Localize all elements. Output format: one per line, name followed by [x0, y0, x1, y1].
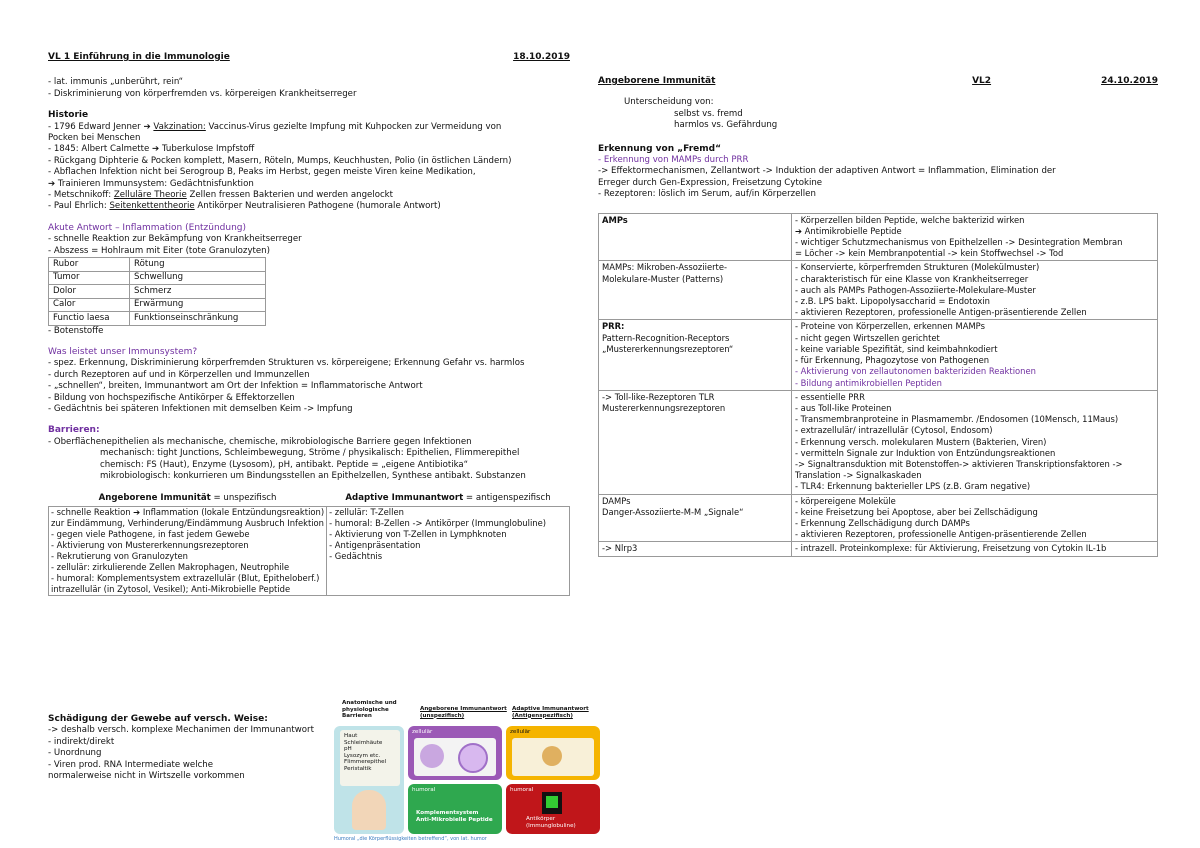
schaedigung-heading: Schädigung der Gewebe auf versch. Weise: [48, 714, 268, 724]
was-line: - „schnellen“, breiten, Immunantwort am Ort der Infektion = Inflammatorische Antwort [48, 381, 423, 392]
term-cell [599, 261, 792, 320]
unterscheidung-line: Unterscheidung von: [624, 97, 714, 108]
description-line: - keine variable Spezifität, sind keimbahnkodiert [795, 343, 998, 354]
right-header [598, 76, 1158, 87]
right-page [598, 76, 1158, 557]
description-cell [792, 320, 1158, 390]
term-cell [599, 542, 792, 556]
schaedigung-line: normalerweise nicht in Wirtszelle vorkommen [48, 771, 245, 782]
figure-col3-title: Adaptive Immunantwort (Antigenspezifisch) [512, 706, 589, 719]
historie-line: - Metschnikoff: Zelluläre Theorie Zellen fressen Bakterien und werden angelockt [48, 190, 394, 201]
neutrophil-illustration [458, 743, 488, 773]
description-line: - Erkennung versch. molekularen Mustern (Bakterien, Viren) [795, 436, 1047, 447]
historie-line: Pocken bei Menschen [48, 133, 141, 144]
description-line: - Proteine von Körperzellen, erkennen MAMPs [795, 321, 985, 332]
description-line: - Bildung antimikrobiellen Peptiden [795, 377, 942, 388]
innate-table-row [599, 320, 1158, 390]
symptom-row [49, 258, 266, 272]
was-line: - Gedächtnis bei späteren Infektionen mit demselben Keim -> Impfung [48, 404, 353, 415]
historie-line: - 1845: Albert Calmette ➔ Tuberkulose Impfstoff [48, 144, 255, 155]
innate-item: zur Eindämmung, Verhinderung/Eindämmung Ausbruch Infektion [51, 517, 324, 528]
innate-table-row [599, 390, 1158, 494]
description-line: Translation -> Signalkaskaden [795, 470, 922, 481]
symptom-latin: Rubor [49, 258, 130, 272]
term-text: PRR: [602, 321, 625, 332]
innate-table [598, 213, 1158, 557]
figure-caption: Humoral „die Körperflüssigkeiten betreffend“, von lat. humor [334, 836, 487, 842]
erkennung-purple: - Erkennung von MAMPs durch PRR [598, 155, 749, 166]
adaptive-item: - zellulär: T-Zellen [329, 506, 404, 517]
akut-heading: Akute Antwort – Inflammation (Entzündung) [48, 222, 247, 233]
innate-cell [49, 506, 327, 595]
innate-item: - Rekrutierung von Granulozyten [51, 550, 188, 561]
description-line: -> Signaltransduktion mit Botenstoffen-> aktivieren Transkriptionsfaktoren -> [795, 458, 1123, 469]
symptom-german: Schwellung [130, 271, 266, 285]
left-date: 18.10.2019 [513, 52, 570, 62]
schaedigung-line: - Unordnung [48, 748, 102, 759]
innate-item: - humoral: Komplementsystem extrazellulär (Blut, Epitheloberf.) [51, 572, 320, 583]
schaedigung-line: - indirekt/direkt [48, 736, 115, 747]
term-text: Mustererkennungsrezeptoren [602, 402, 726, 413]
akut-line: - schnelle Reaktion zur Bekämpfung von Krankheitserreger [48, 234, 302, 245]
innate-table-row [599, 213, 1158, 261]
barrieren-line: - Oberflächenepithelien als mechanische, chemische, mikrobiologische Barriere gegen Infektionen [48, 436, 472, 447]
right-title: Angeborene Immunität [598, 76, 716, 86]
term-text: Molekulare-Muster (Patterns) [602, 273, 724, 284]
adaptive-heading: Adaptive Immunantwort = antigenspezifisch [345, 493, 551, 504]
innate-item: intrazellulär (in Zytosol, Vesikel); Anti-Mikrobielle Peptide [51, 583, 291, 594]
innate-humoral-panel [408, 784, 502, 834]
term-cell [599, 390, 792, 494]
barrier-item: Peristaltik [344, 765, 372, 772]
description-line: - aus Toll-like Proteinen [795, 402, 892, 413]
barrier-item: Haut [344, 733, 358, 739]
adaptive-humoral-panel [506, 784, 600, 834]
antikoerper-label: Antikörper (Immunglobuline) [526, 816, 576, 829]
botenstoffe-line: - Botenstoffe [48, 325, 104, 336]
term-cell [599, 213, 792, 261]
adaptive-item: - Gedächtnis [329, 550, 383, 561]
was-line: - durch Rezeptoren auf und in Körperzellen und Immunzellen [48, 369, 310, 380]
was-heading: Was leistet unser Immunsystem? [48, 347, 198, 357]
symptom-german: Rötung [130, 258, 266, 272]
description-line: - extrazellulär/ intrazellulär (Cytosol, Endosom) [795, 425, 993, 436]
historie-line: - Rückgang Diphterie & Pocken komplett, Masern, Röteln, Mumps, Keuchhusten, Polio (in östlichen Ländern) [48, 155, 512, 166]
symptom-row [49, 298, 266, 312]
innate-item: - Aktivierung von Mustererkennungsrezeptoren [51, 539, 249, 550]
description-line: - körpereigene Moleküle [795, 495, 896, 506]
description-line: - aktivieren Rezeptoren, professionelle Antigen-präsentierende Zellen [795, 307, 1087, 318]
left-title: VL 1 Einführung in die Immunologie [48, 52, 230, 62]
barrieren-sub: mikrobiologisch: konkurrieren um Bindungsstellen an Epithelzellen, Synthese antibakt. Substanzen [100, 471, 526, 482]
symptom-row [49, 285, 266, 299]
term-text: Pattern-Recognition-Receptors [602, 332, 730, 343]
description-line: - keine Freisetzung bei Apoptose, aber bei Zellschädigung [795, 506, 1038, 517]
adaptive-item: - Aktivierung von T-Zellen in Lymphknoten [329, 528, 507, 539]
barrieren-sub: mechanisch: tight Junctions, Schleimbewegung, Ströme / physikalisch: Epithelien, Flimmerepithel [100, 448, 520, 459]
barrier-item: Flimmerepithel [344, 759, 387, 766]
akut-line: - Abszess = Hohlraum mit Eiter (tote Granulozyten) [48, 245, 270, 256]
term-text: AMPs [602, 214, 628, 225]
symptom-latin: Calor [49, 298, 130, 312]
adaptive-item: - Antigenpräsentation [329, 539, 421, 550]
description-line: - essentielle PRR [795, 391, 865, 402]
symptom-table [48, 257, 266, 326]
barrier-list-box [340, 730, 400, 786]
left-page [48, 52, 570, 596]
tcell-image-box [512, 738, 594, 776]
figure-col1-title: Anatomische und physiologische Barrieren [342, 700, 397, 720]
description-line: - nicht gegen Wirtszellen gerichtet [795, 332, 940, 343]
description-line: - Körperzellen bilden Peptide, welche bakterizid wirken [795, 214, 1025, 225]
description-cell [792, 261, 1158, 320]
historie-line: - Abflachen Infektion nicht bei Serogroup B, Peaks im Herbst, gegen meiste Viren keine Medikation, [48, 167, 476, 178]
left-header [48, 52, 570, 63]
symptom-latin: Tumor [49, 271, 130, 285]
unterscheidung-block [598, 97, 1158, 131]
innate-table-row [599, 494, 1158, 542]
description-cell [792, 542, 1158, 556]
term-cell [599, 320, 792, 390]
adaptive-humoral-label: humoral [510, 787, 534, 793]
symptom-latin: Dolor [49, 285, 130, 299]
term-text: -> Nlrp3 [602, 543, 638, 554]
symptom-german: Schmerz [130, 285, 266, 299]
barrier-item: Lysozym etc. [344, 752, 381, 759]
innate-cellular-panel [408, 726, 502, 780]
description-line: - Aktivierung von zellautonomen bakteriziden Reaktionen [795, 366, 1036, 377]
intro-line: - Diskriminierung von körperfremden vs. körpereigen Krankheitserreger [48, 88, 357, 99]
description-line: = Löcher -> kein Membranpotential -> kein Stoffwechsel -> Tod [795, 248, 1064, 259]
description-line: - charakteristisch für eine Klasse von Krankheitserreger [795, 273, 1029, 284]
historie-line: - Paul Ehrlich: Seitenkettentheorie Antikörper Neutralisieren Pathogene (humorale Antwort) [48, 201, 441, 212]
intro-line: - lat. immunis „unberührt, rein“ [48, 77, 184, 88]
description-line: - Konservierte, körperfremden Strukturen (Molekülmuster) [795, 262, 1040, 273]
description-cell [792, 494, 1158, 542]
term-text: -> Toll-like-Rezeptoren TLR [602, 391, 715, 402]
innate-item: - schnelle Reaktion ➔ Inflammation (lokale Entzündungsreaktion) [51, 506, 325, 517]
description-line: - aktivieren Rezeptoren, professionelle Antigen-präsentierende Zellen [795, 529, 1087, 540]
description-line: - wichtiger Schutzmechanismus von Epithelzellen -> Desintegration Membran [795, 237, 1123, 248]
barrier-item: pH [344, 746, 352, 753]
figure-col2-title: Angeborene Immunantwort (unspezifisch) [420, 706, 507, 719]
description-cell [792, 390, 1158, 494]
description-line: - z.B. LPS bakt. Lipopolysaccharid = Endotoxin [795, 296, 990, 307]
antibody-illustration [542, 792, 562, 814]
historie-heading: Historie [48, 110, 89, 121]
term-text: „Mustererkennungsrezeptoren“ [602, 343, 734, 354]
adaptive-cell [327, 506, 570, 595]
innate-heading: Angeborene Immunität = unspezifisch [98, 493, 277, 504]
description-line: - intrazell. Proteinkomplexe: für Aktivierung, Freisetzung von Cytokin IL-1b [795, 543, 1107, 554]
adaptive-cellular-panel [506, 726, 600, 780]
symptom-row [49, 312, 266, 326]
tcell-illustration [542, 746, 562, 766]
right-date: 24.10.2019 [1101, 76, 1158, 86]
macrophage-illustration [420, 744, 444, 768]
description-cell [792, 213, 1158, 261]
innate-item: - gegen viele Pathogene, in fast jedem Gewebe [51, 528, 250, 539]
comparison-table [48, 492, 570, 595]
erkennung-heading: Erkennung von „Fremd“ [598, 143, 721, 154]
term-text: Danger-Assoziierte-M-M „Signale“ [602, 506, 744, 517]
description-line: - vermitteln Signale zur Induktion von Entzündungsreaktionen [795, 447, 1056, 458]
unterscheidung-line: selbst vs. fremd [674, 108, 743, 119]
symptom-latin: Functio laesa [49, 312, 130, 326]
barrieren-sub: chemisch: FS (Haut), Enzyme (Lysosom), pH, antibakt. Peptide = „eigene Antibiotika“ [100, 459, 469, 470]
historie-line: ➔ Trainieren Immunsystem: Gedächtnisfunktion [48, 178, 254, 189]
term-text: MAMPs: Mikroben-Assoziierte- [602, 262, 728, 273]
innate-humoral-label: humoral [412, 787, 436, 793]
schaedigung-block [48, 714, 338, 782]
description-line: - Erkennung Zellschädigung durch DAMPs [795, 517, 970, 528]
adaptive-item: - humoral: B-Zellen -> Antikörper (Immunglobuline) [329, 517, 546, 528]
innate-table-row [599, 261, 1158, 320]
amp-label: Anti-Mikrobielle Peptide [416, 817, 493, 823]
symptom-row [49, 271, 266, 285]
description-line: - für Erkennung, Phagozytose von Pathogenen [795, 355, 990, 366]
description-line: - Transmembranproteine in Plasmamembr. /Endosomen (10Mensch, 11Maus) [795, 414, 1119, 425]
innate-cellular-label: zellulär [412, 729, 433, 735]
erkennung-line: - Rezeptoren: löslich im Serum, auf/in Körperzellen [598, 189, 816, 200]
description-line: - TLR4: Erkennung bakterieller LPS (z.B. Gram negative) [795, 481, 1031, 492]
immune-system-figure [334, 700, 602, 840]
komplement-label: Komplementsystem [416, 810, 479, 816]
barrier-panel [334, 726, 404, 834]
barrieren-heading: Barrieren: [48, 425, 100, 436]
innate-item: - zellulär: zirkulierende Zellen Makrophagen, Neutrophile [51, 561, 290, 572]
term-cell [599, 494, 792, 542]
term-text: DAMPs [602, 495, 631, 506]
description-line: - auch als PAMPs Pathogen-Assoziierte-Molekulare-Muster [795, 284, 1036, 295]
schaedigung-line: - Viren prod. RNA Intermediate welche [48, 759, 214, 770]
historie-line: - 1796 Edward Jenner ➔ Vakzination: Vaccinus-Virus gezielte Impfung mit Kuhpocken zur Vermeidung von [48, 121, 502, 132]
symptom-german: Erwärmung [130, 298, 266, 312]
cell-image-box [414, 738, 496, 776]
was-line: - spez. Erkennung, Diskriminierung körperfremden Strukturen vs. körpereigene; Erkennung Gefahr vs. harmlos [48, 358, 525, 369]
barrier-item: Schleimhäute [344, 739, 383, 746]
erkennung-line: Erreger durch Gen-Expression, Freisetzung Cytokine [598, 177, 823, 188]
body-illustration [352, 790, 386, 830]
erkennung-line: -> Effektormechanismen, Zellantwort -> Induktion der adaptiven Antwort = Inflammation, Elimination der [598, 166, 1056, 177]
unterscheidung-line: harmlos vs. Gefährdung [674, 120, 778, 131]
right-vl: VL2 [972, 76, 992, 86]
innate-table-row [599, 542, 1158, 556]
symptom-german: Funktionseinschränkung [130, 312, 266, 326]
adaptive-cellular-label: zellulär [510, 729, 531, 735]
schaedigung-line: -> deshalb versch. komplexe Mechanimen der Immunantwort [48, 725, 314, 736]
description-line: ➔ Antimikrobielle Peptide [795, 225, 902, 236]
was-line: - Bildung von hochspezifische Antikörper & Effektorzellen [48, 392, 295, 403]
